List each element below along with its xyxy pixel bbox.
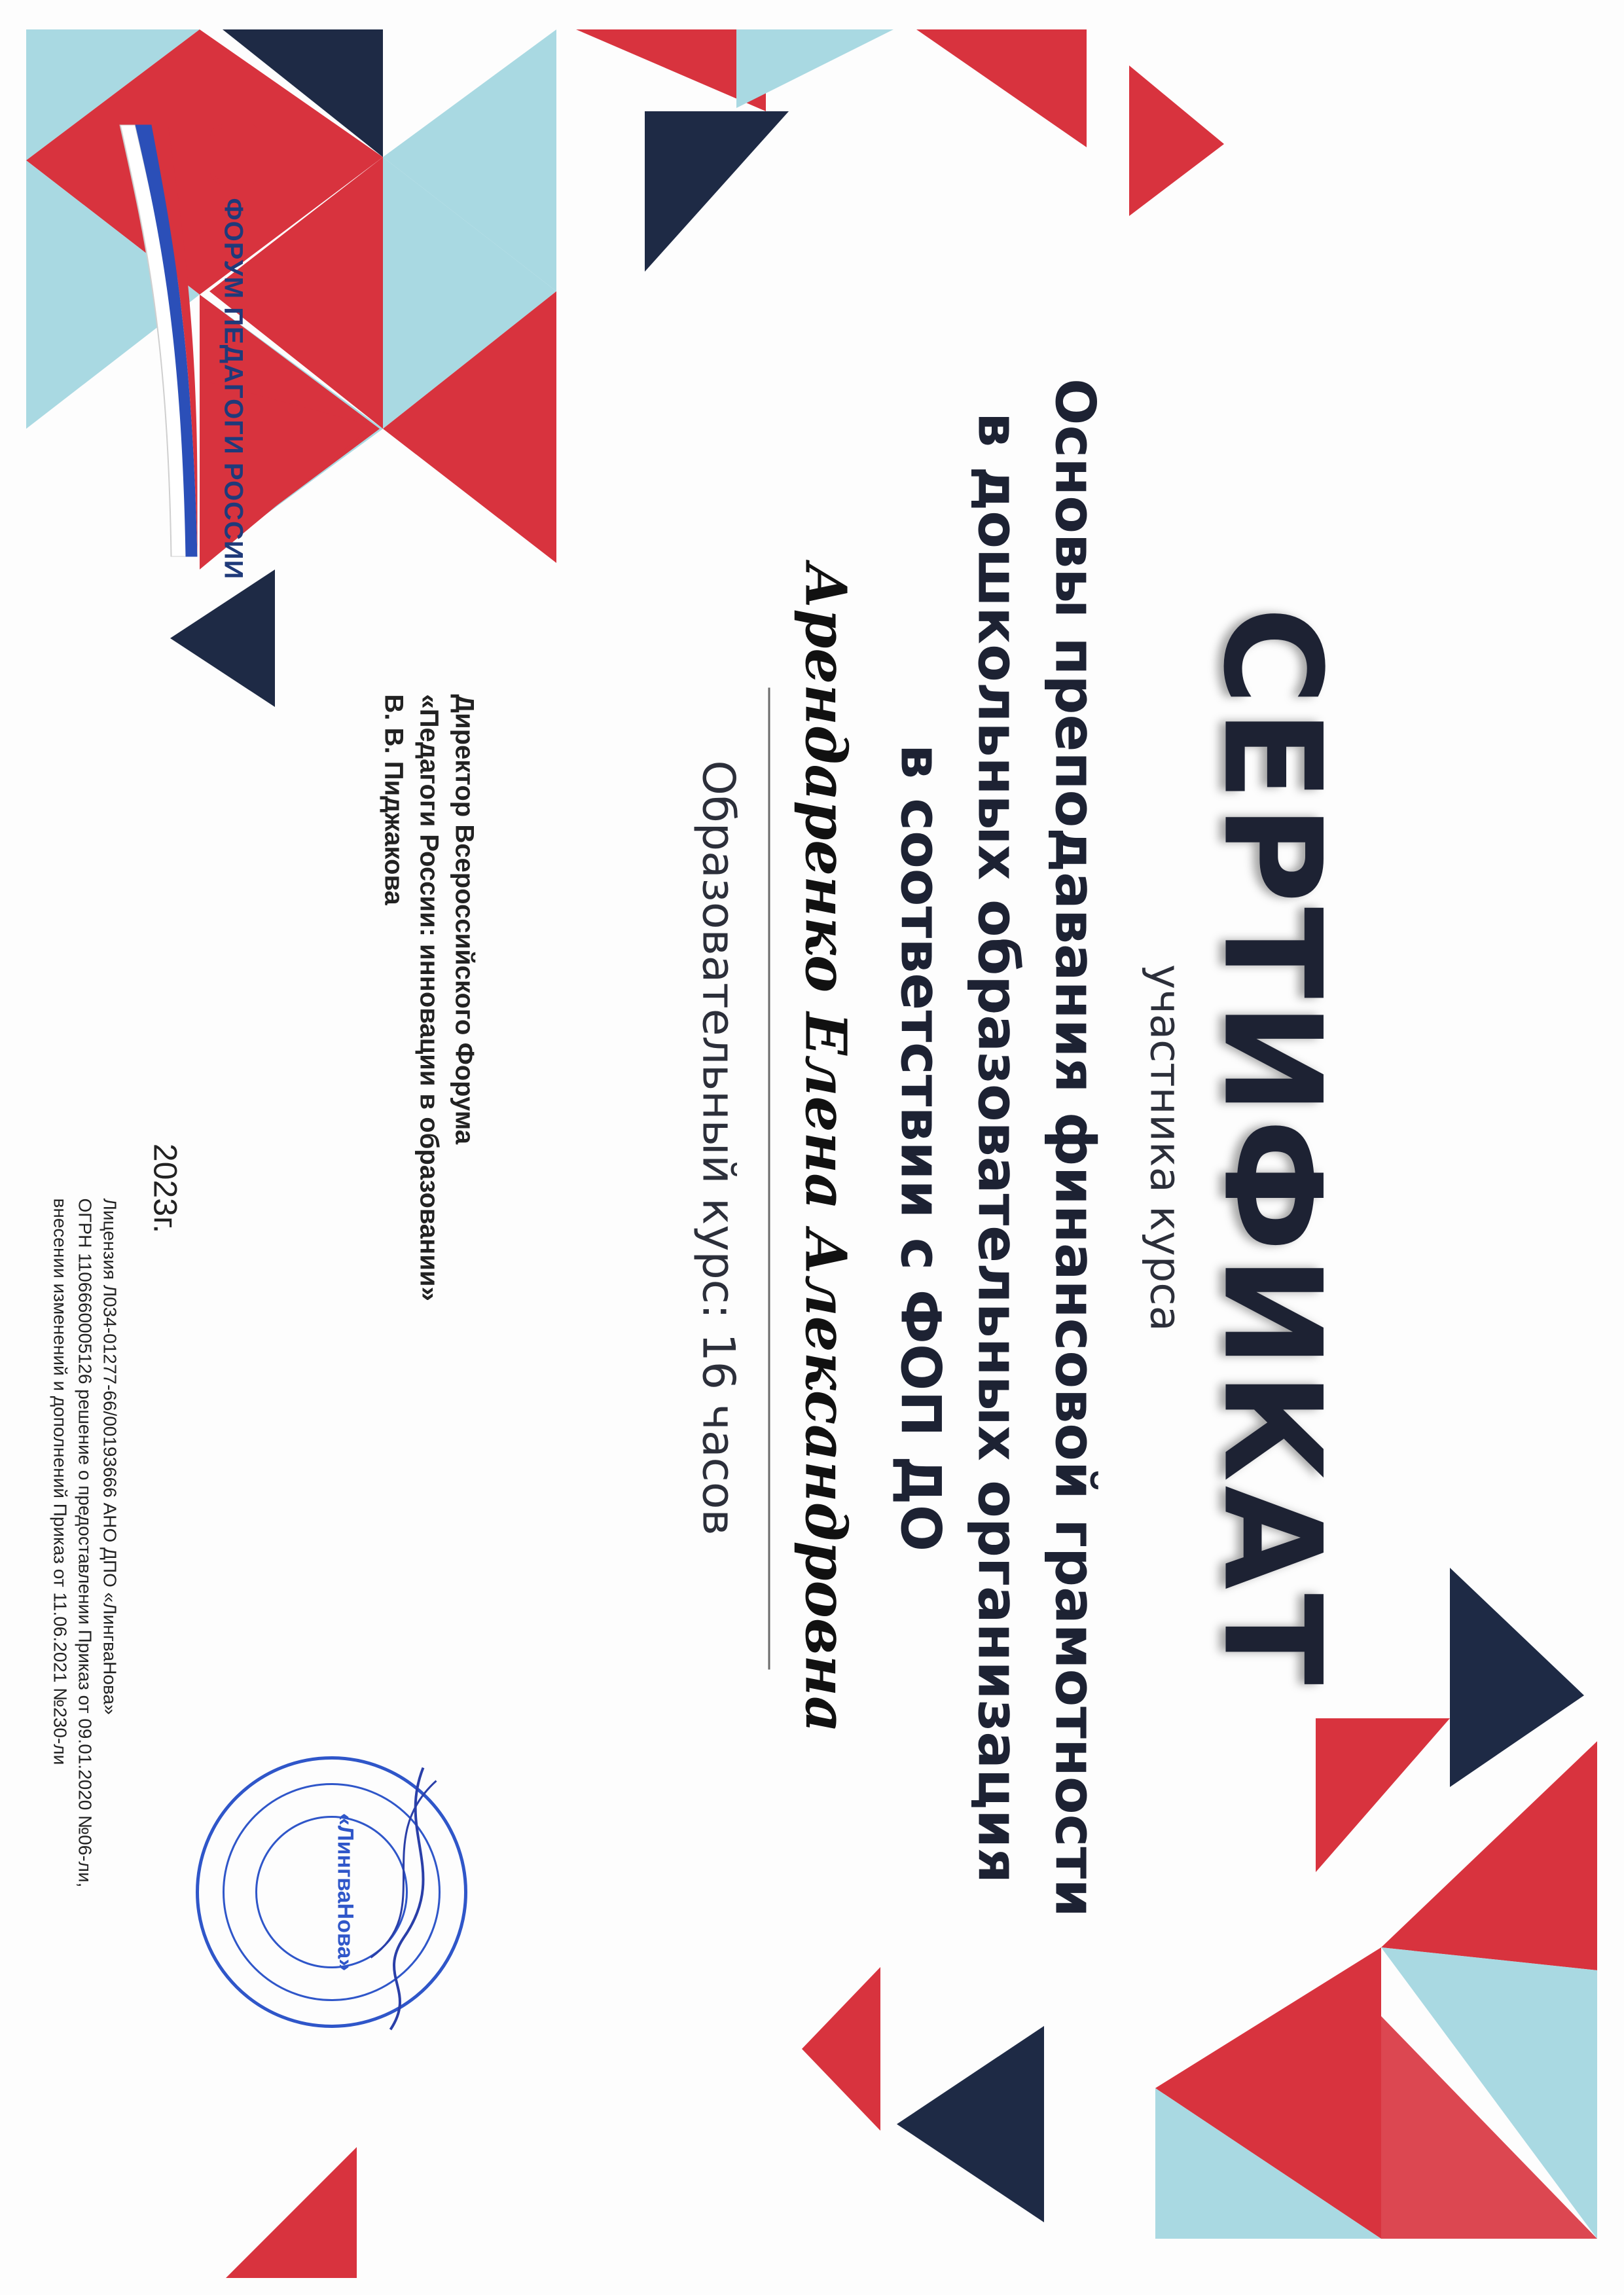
official-seal-icon [187, 1741, 475, 2042]
recipient-name: Арендаренко Елена Александровна [792, 562, 858, 1733]
director-line-1: Директор Всероссийского Форума [450, 694, 478, 1144]
course-hours: Образовательный курс: 16 часов [692, 759, 744, 1536]
license-info [47, 1198, 122, 2295]
director-line-2: «Педагоги России: инновации в образовании» [414, 694, 443, 1301]
book-icon [210, 124, 256, 183]
certificate-title: СЕРТИФИКАТ [1193, 606, 1349, 1689]
certificate-year: 2023г. [147, 1143, 183, 1233]
seal-organization: «ЛингваНова» [333, 1813, 357, 1971]
name-underline [768, 687, 770, 1669]
license-line-3: внесении изменений и дополнений Приказ от 11.06.2021 №230-ли [50, 1198, 70, 1765]
logo-text: ФОРУМ ПЕДАГОГИ РОССИИ [219, 198, 248, 579]
course-line-3: в соответствии с ФОП ДО [888, 744, 952, 1551]
course-line-1: Основы преподавания финансовой грамотности [1043, 378, 1107, 1917]
license-line-2: ОГРН 1106660005126 решение о предоставлении Приказ от 09.01.2020 №06-ли, [75, 1198, 95, 1887]
director-signature-block [376, 694, 482, 1610]
director-line-3: В. В. Пиджакова [379, 694, 408, 905]
course-line-2: в дошкольных образовательных организация [965, 412, 1030, 1883]
russian-flag-logo-icon [112, 124, 197, 556]
license-line-1: Лицензия Л034-01277-66/00193666 АНО ДПО «ЛингваНова» [99, 1198, 120, 1715]
certificate-subtitle: участника курса [1140, 964, 1189, 1331]
course-title [882, 164, 1113, 2131]
forum-logo [194, 124, 272, 622]
